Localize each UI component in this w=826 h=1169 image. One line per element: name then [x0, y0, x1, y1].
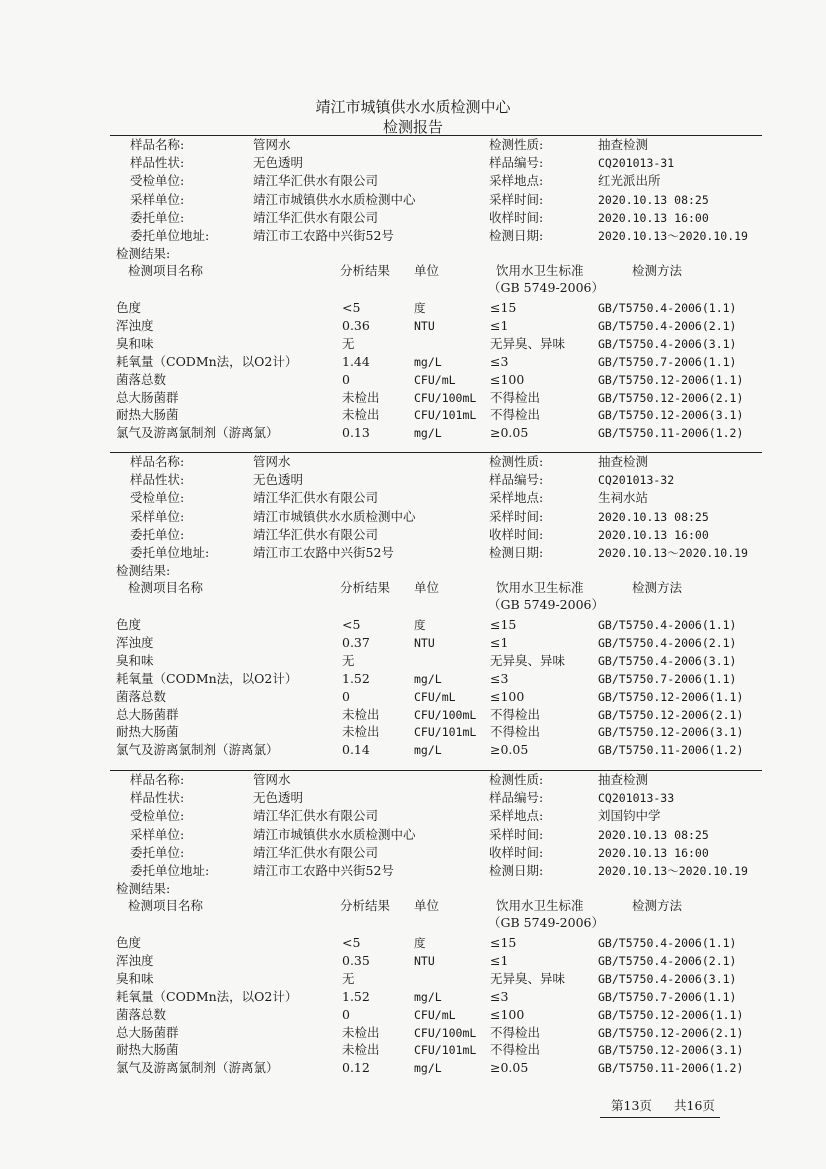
- info-value-no: CQ201013-33: [598, 791, 675, 806]
- info-label: 采样时间:: [489, 508, 544, 524]
- col-header-result: 分析结果: [340, 898, 391, 913]
- result-value: 无: [342, 335, 355, 351]
- result-method: GB/T5750.12-2006(1.1): [598, 689, 744, 704]
- result-method: GB/T5750.11-2006(1.2): [598, 426, 744, 441]
- info-label: 检测性质:: [489, 454, 544, 469]
- result-method: GB/T5750.4-2006(2.1): [598, 953, 737, 968]
- result-value: 未检出: [342, 724, 380, 740]
- info-value-no: CQ201013-32: [598, 473, 675, 488]
- result-unit: CFU/mL: [414, 1007, 456, 1022]
- result-standard: ≤3: [490, 670, 509, 686]
- report-title: 检测报告: [382, 118, 443, 136]
- info-value-no: CQ201013-31: [598, 156, 675, 171]
- info-value-sampler: 靖江市城镇供水水质检测中心: [253, 191, 416, 207]
- result-unit: mg/L: [414, 1061, 442, 1076]
- page-number: 第13页: [611, 1098, 652, 1113]
- info-label: 委托单位:: [130, 844, 185, 860]
- result-value: 无: [342, 652, 355, 668]
- result-method: GB/T5750.4-2006(1.1): [598, 936, 737, 950]
- result-unit: 度: [414, 618, 426, 632]
- info-value-client: 靖江华汇供水有限公司: [253, 209, 379, 225]
- info-value-nature: 抽查检测: [598, 137, 649, 152]
- result-item-name: 浑浊度: [116, 317, 154, 333]
- col-header-result: 分析结果: [340, 263, 391, 278]
- info-value-client: 靖江华汇供水有限公司: [253, 526, 379, 542]
- info-value-addr: 靖江市工农路中兴街52号: [253, 863, 394, 878]
- result-unit: CFU/101mL: [414, 725, 477, 740]
- col-header-result: 分析结果: [340, 580, 391, 595]
- result-value: 1.44: [342, 353, 370, 369]
- info-label: 收样时间:: [489, 526, 544, 542]
- result-standard: ≤1: [490, 634, 509, 650]
- result-standard: 无异臭、异味: [490, 652, 566, 668]
- result-standard: ≤3: [490, 988, 509, 1004]
- info-value-site: 红光派出所: [598, 173, 661, 189]
- info-label: 检测日期:: [489, 863, 544, 878]
- result-item-name: 浑浊度: [116, 952, 154, 968]
- col-header-unit: 单位: [414, 898, 440, 913]
- info-label: 样品编号:: [489, 472, 544, 488]
- col-header-method: 检测方法: [632, 263, 683, 278]
- result-unit: CFU/mL: [414, 372, 456, 387]
- result-method: GB/T5750.7-2006(1.1): [598, 989, 737, 1004]
- info-label: 委托单位地址:: [130, 863, 210, 878]
- col-header-standard-code: （GB 5749-2006）: [488, 915, 604, 930]
- info-value-inspected: 靖江华汇供水有限公司: [253, 808, 379, 824]
- result-standard: 不得检出: [490, 407, 541, 423]
- info-value-name: 管网水: [253, 772, 291, 787]
- result-item-name: 臭和味: [116, 970, 154, 986]
- result-value: 未检出: [342, 1024, 380, 1040]
- info-value-name: 管网水: [253, 454, 291, 469]
- result-method: GB/T5750.12-2006(2.1): [598, 707, 744, 722]
- result-unit: mg/L: [414, 743, 442, 758]
- result-method: GB/T5750.4-2006(1.1): [598, 301, 737, 315]
- info-label: 受检单位:: [130, 808, 185, 824]
- result-value: 1.52: [342, 988, 370, 1004]
- result-value: 0: [342, 371, 350, 387]
- result-unit: CFU/100mL: [414, 707, 477, 722]
- info-value-rtime: 2020.10.13 16:00: [598, 845, 709, 860]
- result-standard: ≤1: [490, 952, 509, 968]
- result-value: 未检出: [342, 706, 380, 722]
- info-value-inspected: 靖江华汇供水有限公司: [253, 490, 379, 506]
- result-value: <5: [342, 617, 361, 632]
- result-item-name: 氯气及游离氯制剂（游离氯）: [116, 1060, 279, 1076]
- result-unit: CFU/100mL: [414, 390, 477, 405]
- result-unit: CFU/101mL: [414, 1043, 477, 1058]
- section-rule: [110, 135, 762, 136]
- result-standard: ≤15: [490, 935, 517, 950]
- info-label: 样品名称:: [130, 772, 185, 787]
- info-value-site: 生祠水站: [598, 490, 649, 506]
- col-header-unit: 单位: [414, 263, 440, 278]
- info-label: 采样单位:: [130, 191, 185, 207]
- result-standard: 不得检出: [490, 1024, 541, 1040]
- result-unit: NTU: [414, 635, 435, 650]
- result-item-name: 耗氧量（CODMn法，以O2计）: [116, 988, 298, 1004]
- info-value-tdate: 2020.10.13～2020.10.19: [598, 229, 748, 243]
- info-value-stime: 2020.10.13 08:25: [598, 827, 709, 842]
- result-item-name: 臭和味: [116, 652, 154, 668]
- section-rule: [110, 452, 762, 453]
- col-header-item: 检测项目名称: [128, 898, 204, 913]
- section-rule: [110, 770, 762, 771]
- info-label: 委托单位地址:: [130, 228, 210, 243]
- result-standard: ≤1: [490, 317, 509, 333]
- info-label: 收样时间:: [489, 844, 544, 860]
- result-value: <5: [342, 300, 361, 315]
- info-label: 样品性状:: [130, 155, 185, 171]
- result-item-name: 色度: [116, 300, 142, 315]
- info-label: 收样时间:: [489, 209, 544, 225]
- info-label: 采样时间:: [489, 826, 544, 842]
- result-standard: 无异臭、异味: [490, 970, 566, 986]
- result-method: GB/T5750.4-2006(3.1): [598, 653, 737, 668]
- result-standard: ≤100: [490, 1006, 525, 1022]
- result-unit: CFU/mL: [414, 689, 456, 704]
- page-total: 共16页: [674, 1098, 715, 1113]
- info-value-sampler: 靖江市城镇供水水质检测中心: [253, 826, 416, 842]
- result-item-name: 总大肠菌群: [116, 389, 179, 405]
- result-item-name: 耐热大肠菌: [116, 724, 179, 740]
- result-value: 1.52: [342, 670, 370, 686]
- result-unit: mg/L: [414, 426, 442, 441]
- result-item-name: 菌落总数: [116, 688, 167, 704]
- info-value-tdate: 2020.10.13～2020.10.19: [598, 546, 748, 560]
- info-label: 采样单位:: [130, 508, 185, 524]
- result-standard: ≥0.05: [490, 742, 529, 758]
- result-method: GB/T5750.7-2006(1.1): [598, 671, 737, 686]
- result-standard: ≤3: [490, 353, 509, 369]
- info-value-stime: 2020.10.13 08:25: [598, 192, 709, 207]
- info-value-stime: 2020.10.13 08:25: [598, 509, 709, 524]
- info-label: 受检单位:: [130, 173, 185, 189]
- result-method: GB/T5750.12-2006(2.1): [598, 1025, 744, 1040]
- report-org-title: 靖江市城镇供水水质检测中心: [315, 98, 511, 116]
- result-standard: ≥0.05: [490, 1060, 529, 1076]
- result-standard: 不得检出: [490, 389, 541, 405]
- result-unit: CFU/100mL: [414, 1025, 477, 1040]
- info-label: 采样地点:: [489, 808, 544, 824]
- info-label: 样品编号:: [489, 790, 544, 806]
- info-value-tdate: 2020.10.13～2020.10.19: [598, 864, 748, 878]
- result-standard: ≤15: [490, 617, 517, 632]
- info-label: 采样地点:: [489, 173, 544, 189]
- result-value: 未检出: [342, 407, 380, 423]
- result-value: 0.12: [342, 1060, 370, 1076]
- result-method: GB/T5750.12-2006(3.1): [598, 725, 744, 740]
- result-standard: ≥0.05: [490, 425, 529, 441]
- result-unit: mg/L: [414, 671, 442, 686]
- info-value-nature: 抽查检测: [598, 454, 649, 469]
- info-value-name: 管网水: [253, 137, 291, 152]
- col-header-standard: 饮用水卫生标准: [496, 898, 584, 913]
- info-label: 样品性状:: [130, 790, 185, 806]
- result-item-name: 氯气及游离氯制剂（游离氯）: [116, 425, 279, 441]
- info-value-inspected: 靖江华汇供水有限公司: [253, 173, 379, 189]
- footer-rule: [600, 1117, 720, 1118]
- info-value-addr: 靖江市工农路中兴街52号: [253, 228, 394, 243]
- result-standard: 无异臭、异味: [490, 335, 566, 351]
- results-label: 检测结果:: [116, 881, 171, 896]
- col-header-standard-code: （GB 5749-2006）: [488, 280, 604, 295]
- result-method: GB/T5750.11-2006(1.2): [598, 743, 744, 758]
- info-label: 样品性状:: [130, 472, 185, 488]
- info-value-rtime: 2020.10.13 16:00: [598, 527, 709, 542]
- col-header-standard-code: （GB 5749-2006）: [488, 597, 604, 612]
- result-value: 0: [342, 1006, 350, 1022]
- result-item-name: 耗氧量（CODMn法，以O2计）: [116, 670, 298, 686]
- result-value: <5: [342, 935, 361, 950]
- result-method: GB/T5750.4-2006(1.1): [598, 618, 737, 632]
- result-method: GB/T5750.12-2006(3.1): [598, 408, 744, 423]
- result-value: 0.36: [342, 317, 370, 333]
- info-label: 样品名称:: [130, 137, 185, 152]
- info-value-prop: 无色透明: [253, 472, 304, 488]
- info-value-addr: 靖江市工农路中兴街52号: [253, 545, 394, 560]
- result-value: 0: [342, 688, 350, 704]
- result-unit: 度: [414, 301, 426, 315]
- result-item-name: 耗氧量（CODMn法，以O2计）: [116, 353, 298, 369]
- result-unit: NTU: [414, 953, 435, 968]
- result-unit: mg/L: [414, 354, 442, 369]
- results-label: 检测结果:: [116, 563, 171, 578]
- result-item-name: 总大肠菌群: [116, 1024, 179, 1040]
- info-value-site: 刘国钧中学: [598, 808, 661, 824]
- result-method: GB/T5750.12-2006(2.1): [598, 390, 744, 405]
- info-value-nature: 抽查检测: [598, 772, 649, 787]
- info-label: 检测日期:: [489, 228, 544, 243]
- result-method: GB/T5750.4-2006(2.1): [598, 318, 737, 333]
- result-unit: NTU: [414, 318, 435, 333]
- info-label: 委托单位:: [130, 209, 185, 225]
- result-standard: ≤15: [490, 300, 517, 315]
- col-header-standard: 饮用水卫生标准: [496, 580, 584, 595]
- info-label: 检测日期:: [489, 545, 544, 560]
- info-label: 委托单位地址:: [130, 545, 210, 560]
- info-label: 检测性质:: [489, 772, 544, 787]
- result-item-name: 耐热大肠菌: [116, 407, 179, 423]
- result-item-name: 氯气及游离氯制剂（游离氯）: [116, 742, 279, 758]
- info-label: 采样地点:: [489, 490, 544, 506]
- result-item-name: 耐热大肠菌: [116, 1042, 179, 1058]
- info-value-client: 靖江华汇供水有限公司: [253, 844, 379, 860]
- col-header-method: 检测方法: [632, 898, 683, 913]
- col-header-unit: 单位: [414, 580, 440, 595]
- results-label: 检测结果:: [116, 246, 171, 261]
- result-unit: CFU/101mL: [414, 408, 477, 423]
- result-method: GB/T5750.12-2006(3.1): [598, 1043, 744, 1058]
- info-value-rtime: 2020.10.13 16:00: [598, 210, 709, 225]
- result-unit: 度: [414, 936, 426, 950]
- info-label: 样品名称:: [130, 454, 185, 469]
- info-label: 采样时间:: [489, 191, 544, 207]
- info-label: 委托单位:: [130, 526, 185, 542]
- result-item-name: 臭和味: [116, 335, 154, 351]
- result-item-name: 菌落总数: [116, 1006, 167, 1022]
- result-standard: 不得检出: [490, 724, 541, 740]
- info-value-prop: 无色透明: [253, 155, 304, 171]
- info-label: 受检单位:: [130, 490, 185, 506]
- info-label: 采样单位:: [130, 826, 185, 842]
- result-standard: 不得检出: [490, 1042, 541, 1058]
- result-value: 未检出: [342, 1042, 380, 1058]
- result-standard: ≤100: [490, 688, 525, 704]
- col-header-item: 检测项目名称: [128, 580, 204, 595]
- result-item-name: 菌落总数: [116, 371, 167, 387]
- col-header-method: 检测方法: [632, 580, 683, 595]
- result-method: GB/T5750.11-2006(1.2): [598, 1061, 744, 1076]
- result-value: 无: [342, 970, 355, 986]
- result-method: GB/T5750.4-2006(2.1): [598, 635, 737, 650]
- result-method: GB/T5750.12-2006(1.1): [598, 1007, 744, 1022]
- result-item-name: 总大肠菌群: [116, 706, 179, 722]
- result-item-name: 色度: [116, 935, 142, 950]
- result-method: GB/T5750.4-2006(3.1): [598, 336, 737, 351]
- result-value: 0.14: [342, 742, 370, 758]
- info-value-sampler: 靖江市城镇供水水质检测中心: [253, 508, 416, 524]
- col-header-standard: 饮用水卫生标准: [496, 263, 584, 278]
- result-method: GB/T5750.7-2006(1.1): [598, 354, 737, 369]
- result-standard: ≤100: [490, 371, 525, 387]
- info-label: 检测性质:: [489, 137, 544, 152]
- result-item-name: 色度: [116, 617, 142, 632]
- info-label: 样品编号:: [489, 155, 544, 171]
- result-value: 未检出: [342, 389, 380, 405]
- result-value: 0.37: [342, 634, 370, 650]
- info-value-prop: 无色透明: [253, 790, 304, 806]
- col-header-item: 检测项目名称: [128, 263, 204, 278]
- result-value: 0.13: [342, 425, 370, 441]
- result-item-name: 浑浊度: [116, 634, 154, 650]
- result-unit: mg/L: [414, 989, 442, 1004]
- result-method: GB/T5750.12-2006(1.1): [598, 372, 744, 387]
- result-value: 0.35: [342, 952, 370, 968]
- result-method: GB/T5750.4-2006(3.1): [598, 971, 737, 986]
- result-standard: 不得检出: [490, 706, 541, 722]
